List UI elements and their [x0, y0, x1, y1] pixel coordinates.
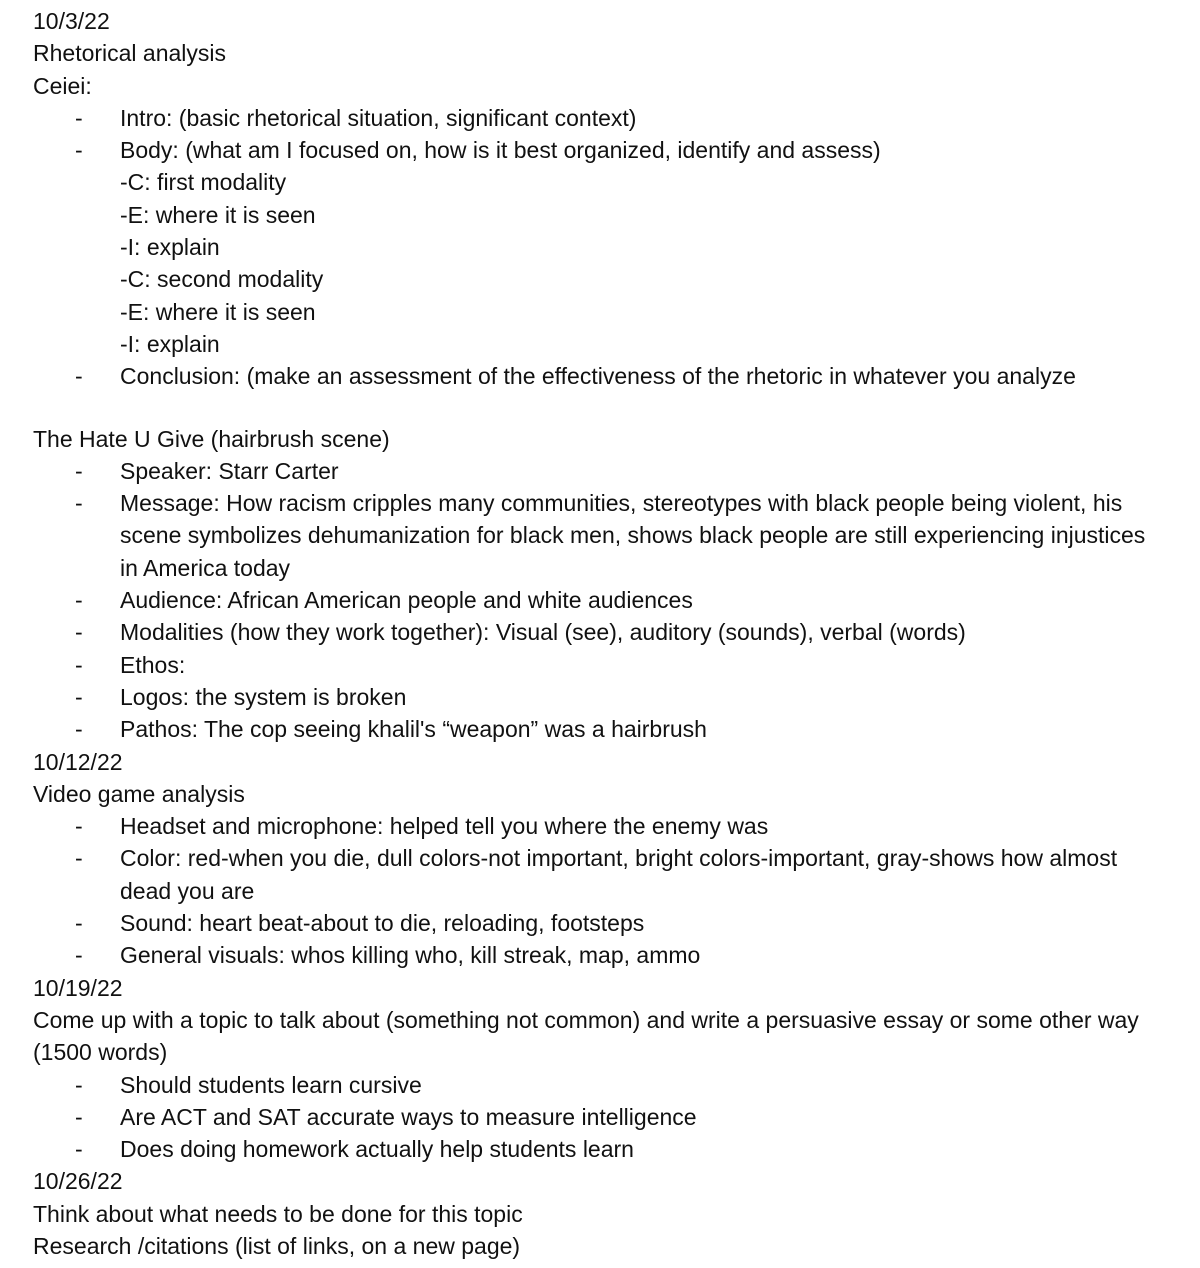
dash-bullet: - — [75, 716, 83, 743]
list-item — [33, 616, 1200, 648]
dash-bullet: - — [75, 683, 83, 710]
section-label: Ceiei: — [33, 72, 92, 99]
list-item — [33, 810, 1200, 842]
dash-bullet: - — [75, 942, 83, 969]
dash-bullet: - — [75, 587, 83, 614]
dash-bullet: - — [75, 457, 83, 484]
list-item-text: Should students learn cursive — [120, 1071, 422, 1098]
list-item — [33, 1133, 1200, 1165]
date-heading: 10/3/22 — [33, 8, 110, 34]
date-heading: 10/19/22 — [33, 974, 123, 1001]
dash-bullet: - — [75, 1103, 83, 1130]
dash-bullet: - — [75, 619, 83, 646]
dash-bullet: - — [75, 104, 83, 131]
sub-item: -E: where it is seen — [120, 201, 316, 228]
note-line: Think about what needs to be done for this topic — [33, 1200, 523, 1227]
dash-bullet: - — [75, 910, 83, 937]
list-item — [33, 939, 1200, 971]
list-item — [33, 102, 1200, 134]
list-item-text: Body: (what am I focused on, how is it best organized, identify and assess) — [120, 137, 881, 164]
list-item-text: Does doing homework actually help students learn — [120, 1136, 634, 1163]
section-title: The Hate U Give (hairbrush scene) — [33, 425, 390, 452]
blank-line — [33, 393, 1200, 423]
note-line: Research /citations (list of links, on a new page) — [33, 1232, 521, 1259]
section-title: Rhetorical analysis — [33, 40, 227, 67]
list-item — [33, 907, 1200, 939]
list-item — [33, 134, 1200, 166]
dash-bullet: - — [75, 1136, 83, 1163]
list-item — [33, 584, 1200, 616]
dash-bullet: - — [75, 363, 83, 390]
list-item-text: Color: red-when you die, dull colors-not important, bright colors-important, gray-shows how almost dead you are — [120, 845, 1118, 904]
list-item — [33, 455, 1200, 487]
date-heading: 10/12/22 — [33, 748, 123, 775]
dash-bullet: - — [75, 1071, 83, 1098]
sub-item: -I: explain — [120, 234, 220, 261]
sub-item: -C: first modality — [120, 169, 287, 196]
list-item — [33, 1069, 1200, 1101]
section-title: Video game analysis — [33, 780, 245, 807]
list-item-text: Are ACT and SAT accurate ways to measure intelligence — [120, 1103, 697, 1130]
list-item — [33, 360, 1200, 392]
list-item — [33, 649, 1200, 681]
list-item — [33, 1101, 1200, 1133]
list-item-text: Modalities (how they work together): Visual (see), auditory (sounds), verbal (words) — [120, 619, 966, 646]
list-item-text: Speaker: Starr Carter — [120, 457, 339, 484]
list-item-text: Intro: (basic rhetorical situation, significant context) — [120, 104, 637, 131]
sub-item: -E: where it is seen — [120, 298, 316, 325]
dash-bullet: - — [75, 813, 83, 840]
list-item — [33, 842, 1200, 907]
list-item-text: Message: How racism cripples many communities, stereotypes with black people being violent, his scene symbolizes dehumanization for black men, shows black people are still experiencing injustices in America today — [120, 490, 1146, 581]
list-item-text: General visuals: whos killing who, kill streak, map, ammo — [120, 942, 701, 969]
date-heading: 10/26/22 — [33, 1168, 123, 1195]
list-item-text: Sound: heart beat-about to die, reloading, footsteps — [120, 910, 645, 937]
list-item — [33, 681, 1200, 713]
dash-bullet: - — [75, 845, 83, 872]
list-item-text: Audience: African American people and white audiences — [120, 587, 693, 614]
sub-item: -I: explain — [120, 330, 220, 357]
list-item-text: Logos: the system is broken — [120, 683, 407, 710]
sub-item: -C: second modality — [120, 266, 324, 293]
list-item-text: Ethos: — [120, 651, 186, 678]
list-item-text: Headset and microphone: helped tell you where the enemy was — [120, 813, 769, 840]
dash-bullet: - — [75, 651, 83, 678]
list-item-text: Pathos: The cop seeing khalil's “weapon” was a hairbrush — [120, 716, 707, 743]
dash-bullet: - — [75, 137, 83, 164]
list-item — [33, 713, 1200, 745]
dash-bullet: - — [75, 490, 83, 517]
list-item — [33, 487, 1200, 584]
assignment-text: Come up with a topic to talk about (something not common) and write a persuasive essay or some other way (1500 words) — [33, 1006, 1139, 1066]
list-item-text: Conclusion: (make an assessment of the effectiveness of the rhetoric in whatever you analyze — [120, 363, 1076, 390]
